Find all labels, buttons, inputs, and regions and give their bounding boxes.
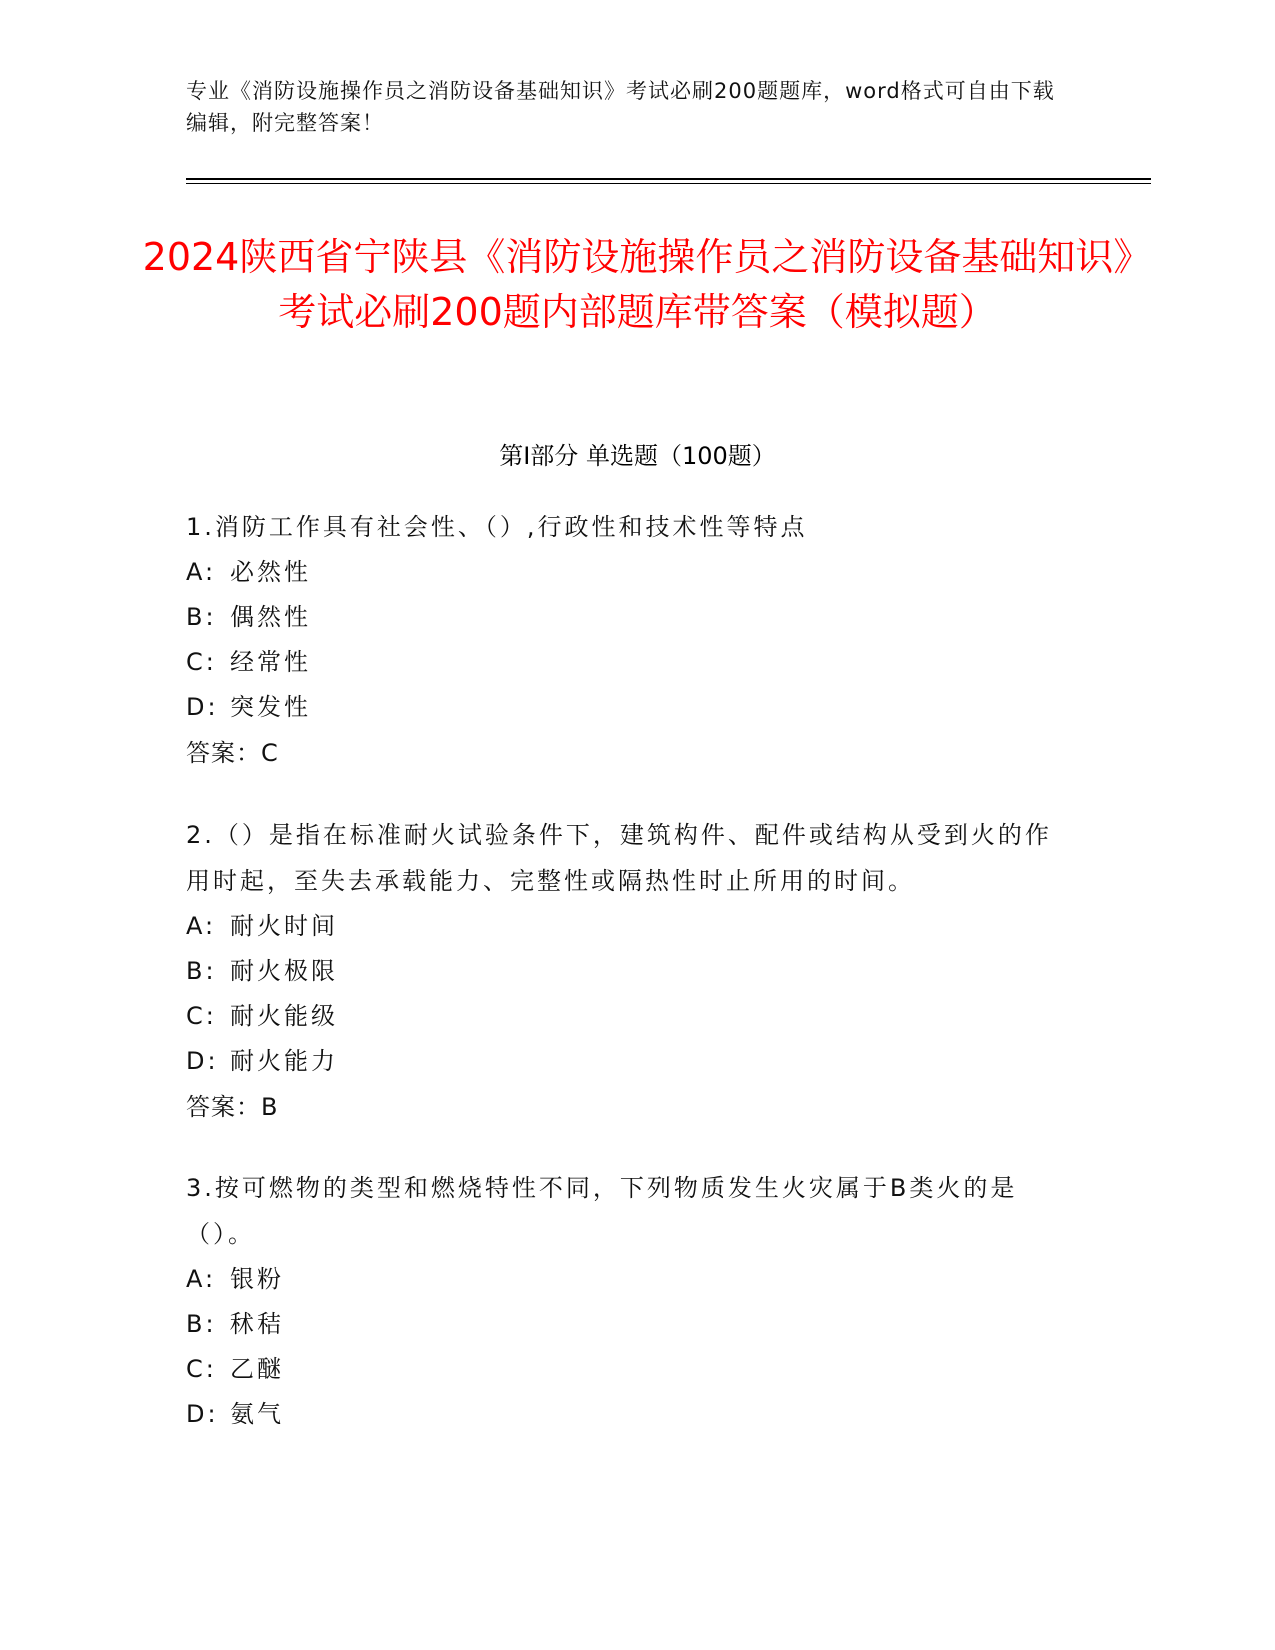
option-letter: D: (186, 1400, 219, 1428)
option-d (186, 1392, 1066, 1437)
question-stem: 1.消防工作具有社会性、（）,行政性和技术性等特点 (186, 513, 808, 541)
option-letter: C: (186, 1002, 217, 1030)
option-a (186, 904, 1066, 949)
option-b (186, 595, 1066, 640)
option-text: 耐火时间 (230, 912, 338, 940)
question-stem: 2.（）是指在标准耐火试验条件下，建筑构件、配件或结构从受到火的作用时起，至失去承载能力、完整性或隔热性时止所用的时间。 (186, 821, 1052, 895)
option-c (186, 994, 1066, 1039)
option-text: 秫秸 (230, 1310, 284, 1338)
option-text: 必然性 (230, 558, 311, 586)
option-d (186, 1039, 1066, 1084)
option-letter: D: (186, 693, 219, 721)
option-text: 氨气 (230, 1400, 284, 1428)
header-rule-thick (186, 178, 1151, 180)
option-a (186, 550, 1066, 595)
option-c (186, 1347, 1066, 1392)
option-letter: A: (186, 912, 217, 940)
question-3 (186, 1165, 1066, 1437)
option-letter: B: (186, 603, 217, 631)
option-letter: B: (186, 957, 217, 985)
option-text: 银粉 (230, 1265, 284, 1293)
option-letter: B: (186, 1310, 217, 1338)
option-text: 乙醚 (230, 1355, 284, 1383)
option-letter: C: (186, 648, 217, 676)
option-letter: D: (186, 1047, 219, 1075)
option-text: 突发性 (230, 693, 311, 721)
section-title: 第Ⅰ部分 单选题（100题） (499, 442, 776, 470)
option-b (186, 1302, 1066, 1347)
option-a (186, 1257, 1066, 1302)
question-2 (186, 812, 1066, 1130)
question-1 (186, 504, 1066, 776)
document-title: 2024陕西省宁陕县《消防设施操作员之消防设备基础知识》考试必刷200题内部题库带答案（模拟题） (142, 235, 1133, 334)
option-letter: A: (186, 1265, 217, 1293)
answer-line: 答案：C (186, 739, 279, 767)
option-text: 偶然性 (230, 603, 311, 631)
option-d (186, 685, 1066, 730)
option-text: 耐火能级 (230, 1002, 338, 1030)
option-letter: C: (186, 1355, 217, 1383)
header-note: 专业《消防设施操作员之消防设备基础知识》考试必刷200题题库，word格式可自由下载编辑，附完整答案！ (186, 79, 1055, 135)
option-text: 经常性 (230, 648, 311, 676)
option-b (186, 949, 1066, 994)
option-text: 耐火能力 (230, 1047, 338, 1075)
option-text: 耐火极限 (230, 957, 338, 985)
answer-line: 答案：B (186, 1093, 279, 1121)
option-letter: A: (186, 558, 217, 586)
question-stem: 3.按可燃物的类型和燃烧特性不同，下列物质发生火灾属于B类火的是（）。 (186, 1174, 1018, 1248)
option-c (186, 640, 1066, 685)
header-rule-thin (186, 183, 1151, 184)
